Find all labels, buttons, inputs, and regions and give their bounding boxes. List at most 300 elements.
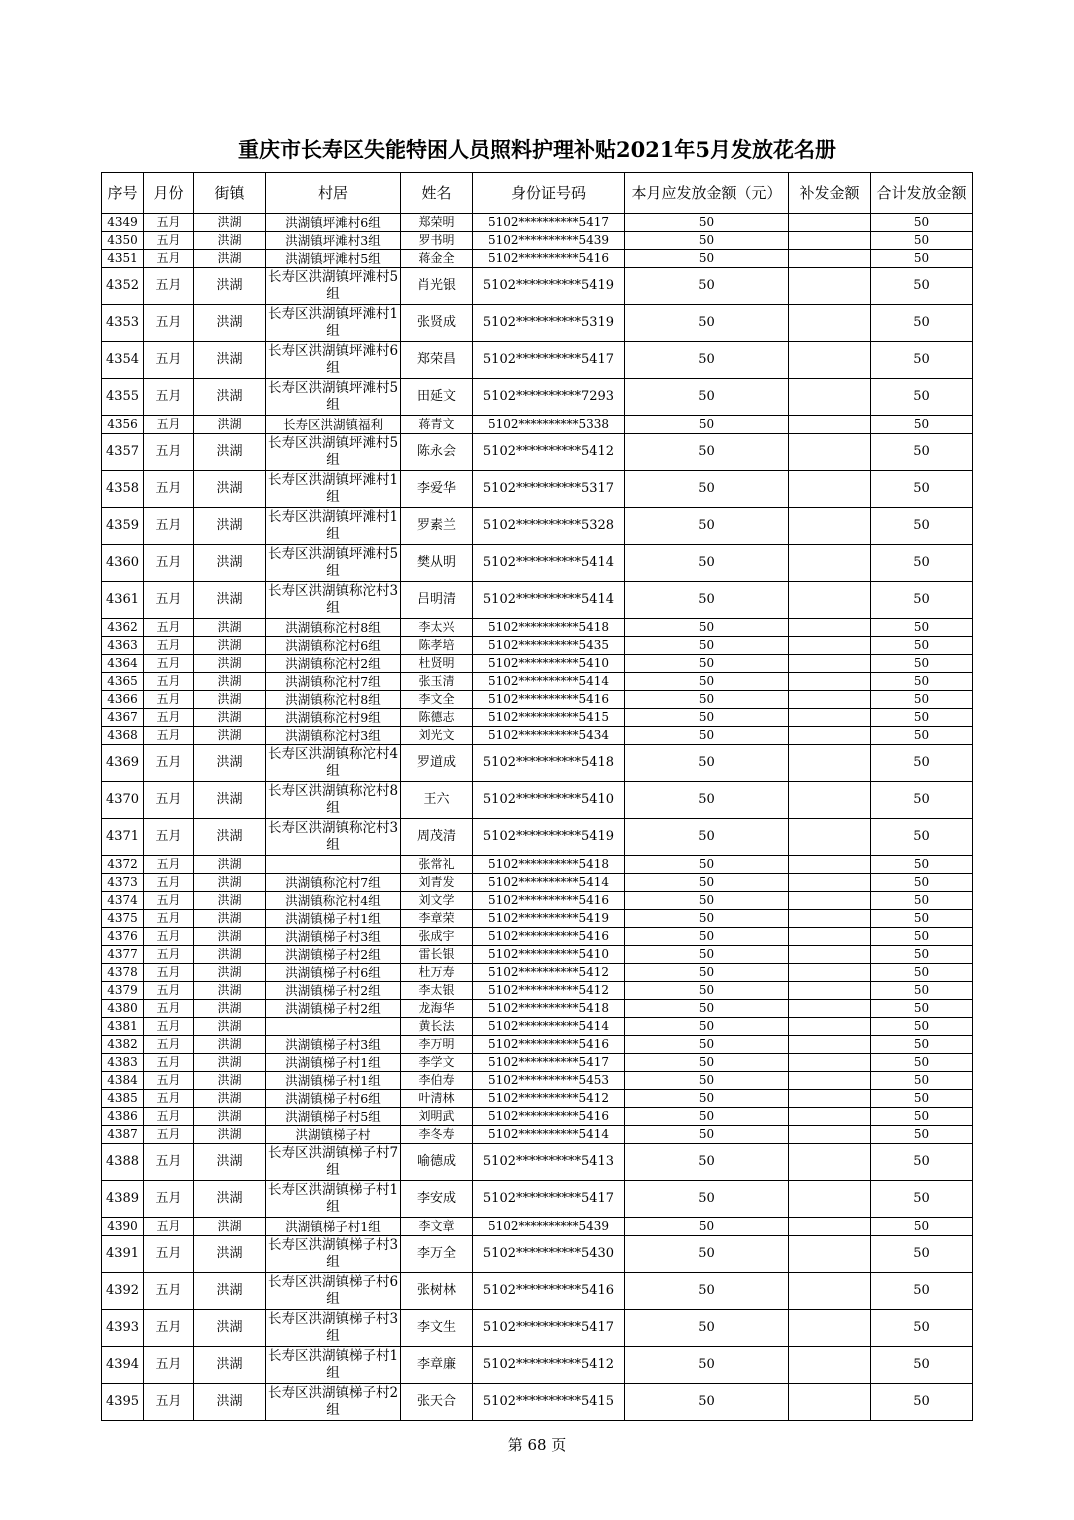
cell-village: 洪湖镇称沱村8组	[266, 619, 401, 637]
table-row	[102, 1090, 973, 1108]
cell-month: 五月	[144, 745, 194, 782]
cell-supplement	[789, 1072, 871, 1090]
cell-total: 50	[871, 874, 973, 892]
cell-id: 5102**********5412	[473, 982, 625, 1000]
cell-no: 4388	[102, 1144, 144, 1181]
cell-no: 4378	[102, 964, 144, 982]
table-row	[102, 982, 973, 1000]
cell-no: 4358	[102, 471, 144, 508]
cell-total: 50	[871, 250, 973, 268]
cell-name: 喻德成	[401, 1144, 473, 1181]
header-village: 村居	[266, 173, 401, 214]
cell-name: 吕明清	[401, 582, 473, 619]
cell-month: 五月	[144, 709, 194, 727]
cell-supplement	[789, 982, 871, 1000]
cell-amount: 50	[625, 1054, 789, 1072]
cell-village: 洪湖镇梯子村2组	[266, 982, 401, 1000]
cell-total: 50	[871, 946, 973, 964]
cell-village: 长寿区洪湖镇称沱村3组	[266, 819, 401, 856]
table-row	[102, 946, 973, 964]
table-row	[102, 856, 973, 874]
cell-amount: 50	[625, 946, 789, 964]
cell-name: 李章荣	[401, 910, 473, 928]
cell-town: 洪湖	[194, 856, 266, 874]
cell-amount: 50	[625, 545, 789, 582]
cell-town: 洪湖	[194, 691, 266, 709]
cell-amount: 50	[625, 1108, 789, 1126]
cell-amount: 50	[625, 434, 789, 471]
cell-name: 蒋青文	[401, 416, 473, 434]
cell-no: 4374	[102, 892, 144, 910]
cell-no: 4384	[102, 1072, 144, 1090]
cell-no: 4393	[102, 1310, 144, 1347]
cell-id: 5102**********5414	[473, 1018, 625, 1036]
cell-total: 50	[871, 582, 973, 619]
cell-village: 长寿区洪湖镇梯子村1组	[266, 1347, 401, 1384]
cell-month: 五月	[144, 1347, 194, 1384]
cell-month: 五月	[144, 655, 194, 673]
cell-supplement	[789, 379, 871, 416]
cell-supplement	[789, 946, 871, 964]
header-row	[102, 173, 973, 214]
table-row	[102, 434, 973, 471]
cell-month: 五月	[144, 1018, 194, 1036]
cell-amount: 50	[625, 416, 789, 434]
cell-town: 洪湖	[194, 982, 266, 1000]
cell-month: 五月	[144, 1126, 194, 1144]
table-row	[102, 1181, 973, 1218]
cell-month: 五月	[144, 910, 194, 928]
cell-supplement	[789, 342, 871, 379]
cell-month: 五月	[144, 819, 194, 856]
cell-amount: 50	[625, 910, 789, 928]
cell-village: 长寿区洪湖镇坪滩村6组	[266, 342, 401, 379]
cell-total: 50	[871, 1036, 973, 1054]
cell-id: 5102**********5415	[473, 709, 625, 727]
cell-town: 洪湖	[194, 1054, 266, 1072]
table-row	[102, 964, 973, 982]
cell-no: 4362	[102, 619, 144, 637]
cell-total: 50	[871, 1108, 973, 1126]
cell-supplement	[789, 964, 871, 982]
cell-village: 长寿区洪湖镇称沱村3组	[266, 582, 401, 619]
cell-village: 洪湖镇梯子村1组	[266, 1072, 401, 1090]
cell-town: 洪湖	[194, 946, 266, 964]
cell-amount: 50	[625, 1347, 789, 1384]
cell-month: 五月	[144, 342, 194, 379]
table-row	[102, 745, 973, 782]
table-row	[102, 582, 973, 619]
table-row	[102, 727, 973, 745]
cell-town: 洪湖	[194, 1018, 266, 1036]
cell-village: 长寿区洪湖镇梯子村3组	[266, 1236, 401, 1273]
cell-total: 50	[871, 1236, 973, 1273]
cell-month: 五月	[144, 928, 194, 946]
header-town: 街镇	[194, 173, 266, 214]
cell-village: 长寿区洪湖镇坪滩村5组	[266, 434, 401, 471]
cell-id: 5102**********5414	[473, 673, 625, 691]
cell-town: 洪湖	[194, 545, 266, 582]
table-row	[102, 892, 973, 910]
header-total: 合计发放金额	[871, 173, 973, 214]
cell-name: 陈德志	[401, 709, 473, 727]
cell-id: 5102**********5453	[473, 1072, 625, 1090]
table-row	[102, 232, 973, 250]
table-row	[102, 214, 973, 232]
cell-amount: 50	[625, 709, 789, 727]
cell-no: 4395	[102, 1384, 144, 1421]
cell-total: 50	[871, 1054, 973, 1072]
cell-village: 长寿区洪湖镇坪滩村5组	[266, 268, 401, 305]
cell-month: 五月	[144, 946, 194, 964]
cell-name: 刘文学	[401, 892, 473, 910]
cell-town: 洪湖	[194, 910, 266, 928]
cell-village: 洪湖镇梯子村2组	[266, 1000, 401, 1018]
table-row	[102, 1018, 973, 1036]
cell-total: 50	[871, 928, 973, 946]
cell-town: 洪湖	[194, 232, 266, 250]
cell-total: 50	[871, 268, 973, 305]
cell-name: 张树林	[401, 1273, 473, 1310]
cell-total: 50	[871, 232, 973, 250]
cell-amount: 50	[625, 232, 789, 250]
cell-amount: 50	[625, 874, 789, 892]
cell-village: 长寿区洪湖镇坪滩村1组	[266, 471, 401, 508]
page-number: 第 68 页	[507, 1436, 567, 1454]
cell-id: 5102**********5416	[473, 250, 625, 268]
cell-total: 50	[871, 892, 973, 910]
cell-total: 50	[871, 1126, 973, 1144]
cell-supplement	[789, 508, 871, 545]
table-row	[102, 1000, 973, 1018]
cell-name: 李文生	[401, 1310, 473, 1347]
cell-id: 5102**********5419	[473, 910, 625, 928]
cell-supplement	[789, 619, 871, 637]
cell-village: 洪湖镇称沱村7组	[266, 673, 401, 691]
cell-no: 4353	[102, 305, 144, 342]
cell-id: 5102**********5415	[473, 1384, 625, 1421]
cell-supplement	[789, 1310, 871, 1347]
cell-month: 五月	[144, 619, 194, 637]
cell-no: 4350	[102, 232, 144, 250]
cell-month: 五月	[144, 379, 194, 416]
cell-town: 洪湖	[194, 434, 266, 471]
cell-month: 五月	[144, 982, 194, 1000]
cell-id: 5102**********7293	[473, 379, 625, 416]
cell-amount: 50	[625, 1273, 789, 1310]
cell-id: 5102**********5435	[473, 637, 625, 655]
cell-total: 50	[871, 727, 973, 745]
cell-supplement	[789, 1054, 871, 1072]
cell-supplement	[789, 232, 871, 250]
cell-supplement	[789, 1144, 871, 1181]
cell-month: 五月	[144, 691, 194, 709]
cell-no: 4349	[102, 214, 144, 232]
cell-name: 张天合	[401, 1384, 473, 1421]
cell-town: 洪湖	[194, 1072, 266, 1090]
cell-total: 50	[871, 655, 973, 673]
cell-village: 洪湖镇梯子村	[266, 1126, 401, 1144]
cell-name: 李文全	[401, 691, 473, 709]
cell-name: 王六	[401, 782, 473, 819]
cell-month: 五月	[144, 268, 194, 305]
cell-month: 五月	[144, 1000, 194, 1018]
table-row	[102, 1310, 973, 1347]
header-amount: 本月应发放金额（元）	[625, 173, 789, 214]
cell-total: 50	[871, 1072, 973, 1090]
table-row	[102, 1384, 973, 1421]
cell-month: 五月	[144, 305, 194, 342]
cell-town: 洪湖	[194, 1090, 266, 1108]
cell-supplement	[789, 1018, 871, 1036]
cell-total: 50	[871, 1310, 973, 1347]
cell-village: 洪湖镇梯子村3组	[266, 928, 401, 946]
cell-total: 50	[871, 1000, 973, 1018]
cell-month: 五月	[144, 214, 194, 232]
cell-town: 洪湖	[194, 1384, 266, 1421]
cell-amount: 50	[625, 982, 789, 1000]
cell-no: 4356	[102, 416, 144, 434]
cell-id: 5102**********5416	[473, 928, 625, 946]
cell-supplement	[789, 1218, 871, 1236]
cell-total: 50	[871, 745, 973, 782]
table-row	[102, 545, 973, 582]
table-row	[102, 1126, 973, 1144]
table-row	[102, 1236, 973, 1273]
cell-town: 洪湖	[194, 874, 266, 892]
cell-name: 陈孝培	[401, 637, 473, 655]
cell-village: 洪湖镇梯子村5组	[266, 1108, 401, 1126]
cell-id: 5102**********5412	[473, 1347, 625, 1384]
cell-name: 郑荣昌	[401, 342, 473, 379]
cell-id: 5102**********5417	[473, 214, 625, 232]
table-row	[102, 471, 973, 508]
cell-supplement	[789, 471, 871, 508]
cell-town: 洪湖	[194, 214, 266, 232]
cell-total: 50	[871, 1181, 973, 1218]
header-id: 身份证号码	[473, 173, 625, 214]
cell-supplement	[789, 691, 871, 709]
cell-no: 4369	[102, 745, 144, 782]
cell-no: 4357	[102, 434, 144, 471]
cell-total: 50	[871, 619, 973, 637]
cell-supplement	[789, 892, 871, 910]
cell-id: 5102**********5439	[473, 232, 625, 250]
cell-amount: 50	[625, 619, 789, 637]
cell-amount: 50	[625, 1000, 789, 1018]
cell-no: 4390	[102, 1218, 144, 1236]
cell-id: 5102**********5317	[473, 471, 625, 508]
cell-supplement	[789, 1236, 871, 1273]
cell-total: 50	[871, 471, 973, 508]
table-row	[102, 250, 973, 268]
table-row	[102, 1347, 973, 1384]
cell-supplement	[789, 874, 871, 892]
cell-no: 4379	[102, 982, 144, 1000]
cell-total: 50	[871, 1018, 973, 1036]
cell-total: 50	[871, 1273, 973, 1310]
cell-town: 洪湖	[194, 1236, 266, 1273]
cell-id: 5102**********5430	[473, 1236, 625, 1273]
cell-no: 4352	[102, 268, 144, 305]
cell-town: 洪湖	[194, 1181, 266, 1218]
cell-amount: 50	[625, 1090, 789, 1108]
cell-supplement	[789, 673, 871, 691]
cell-amount: 50	[625, 1236, 789, 1273]
cell-village: 洪湖镇称沱村7组	[266, 874, 401, 892]
cell-total: 50	[871, 856, 973, 874]
cell-name: 陈永会	[401, 434, 473, 471]
table-row	[102, 1072, 973, 1090]
cell-month: 五月	[144, 508, 194, 545]
table-row	[102, 782, 973, 819]
cell-supplement	[789, 1347, 871, 1384]
cell-village: 洪湖镇梯子村6组	[266, 1090, 401, 1108]
cell-no: 4391	[102, 1236, 144, 1273]
cell-village: 长寿区洪湖镇坪滩村5组	[266, 379, 401, 416]
cell-month: 五月	[144, 782, 194, 819]
cell-town: 洪湖	[194, 582, 266, 619]
cell-amount: 50	[625, 655, 789, 673]
table-row	[102, 637, 973, 655]
cell-total: 50	[871, 691, 973, 709]
cell-town: 洪湖	[194, 964, 266, 982]
cell-total: 50	[871, 1090, 973, 1108]
cell-name: 叶清林	[401, 1090, 473, 1108]
table-row	[102, 1108, 973, 1126]
cell-name: 罗素兰	[401, 508, 473, 545]
cell-village: 长寿区洪湖镇梯子村1组	[266, 1181, 401, 1218]
cell-no: 4363	[102, 637, 144, 655]
cell-town: 洪湖	[194, 637, 266, 655]
cell-amount: 50	[625, 1036, 789, 1054]
cell-id: 5102**********5414	[473, 545, 625, 582]
cell-amount: 50	[625, 1126, 789, 1144]
cell-name: 张常礼	[401, 856, 473, 874]
cell-village: 洪湖镇称沱村8组	[266, 691, 401, 709]
cell-id: 5102**********5416	[473, 1273, 625, 1310]
cell-amount: 50	[625, 250, 789, 268]
cell-town: 洪湖	[194, 782, 266, 819]
cell-total: 50	[871, 709, 973, 727]
cell-total: 50	[871, 637, 973, 655]
cell-month: 五月	[144, 727, 194, 745]
cell-supplement	[789, 856, 871, 874]
cell-id: 5102**********5414	[473, 874, 625, 892]
cell-name: 周茂清	[401, 819, 473, 856]
cell-village: 洪湖镇梯子村2组	[266, 946, 401, 964]
cell-name: 杜贤明	[401, 655, 473, 673]
cell-supplement	[789, 250, 871, 268]
cell-id: 5102**********5419	[473, 268, 625, 305]
cell-town: 洪湖	[194, 250, 266, 268]
table-row	[102, 819, 973, 856]
cell-village: 洪湖镇称沱村9组	[266, 709, 401, 727]
cell-id: 5102**********5416	[473, 892, 625, 910]
cell-id: 5102**********5417	[473, 1181, 625, 1218]
cell-village: 长寿区洪湖镇坪滩村5组	[266, 545, 401, 582]
cell-name: 李冬寿	[401, 1126, 473, 1144]
header-supplement: 补发金额	[789, 173, 871, 214]
cell-village: 洪湖镇称沱村4组	[266, 892, 401, 910]
cell-no: 4381	[102, 1018, 144, 1036]
cell-no: 4365	[102, 673, 144, 691]
cell-month: 五月	[144, 232, 194, 250]
cell-village: 长寿区洪湖镇称沱村4组	[266, 745, 401, 782]
cell-amount: 50	[625, 1144, 789, 1181]
cell-no: 4389	[102, 1181, 144, 1218]
cell-supplement	[789, 545, 871, 582]
cell-town: 洪湖	[194, 1347, 266, 1384]
cell-village: 洪湖镇坪滩村6组	[266, 214, 401, 232]
cell-name: 李万全	[401, 1236, 473, 1273]
cell-amount: 50	[625, 673, 789, 691]
table-row	[102, 508, 973, 545]
cell-total: 50	[871, 545, 973, 582]
cell-id: 5102**********5338	[473, 416, 625, 434]
cell-amount: 50	[625, 856, 789, 874]
cell-supplement	[789, 928, 871, 946]
cell-month: 五月	[144, 250, 194, 268]
cell-total: 50	[871, 1384, 973, 1421]
cell-town: 洪湖	[194, 819, 266, 856]
cell-no: 4373	[102, 874, 144, 892]
cell-no: 4359	[102, 508, 144, 545]
cell-name: 郑荣明	[401, 214, 473, 232]
cell-village	[266, 1018, 401, 1036]
cell-no: 4376	[102, 928, 144, 946]
table-row	[102, 379, 973, 416]
table-row	[102, 910, 973, 928]
cell-town: 洪湖	[194, 892, 266, 910]
cell-no: 4351	[102, 250, 144, 268]
cell-month: 五月	[144, 1310, 194, 1347]
cell-name: 樊从明	[401, 545, 473, 582]
cell-total: 50	[871, 508, 973, 545]
cell-supplement	[789, 727, 871, 745]
cell-amount: 50	[625, 1181, 789, 1218]
cell-total: 50	[871, 782, 973, 819]
cell-month: 五月	[144, 1273, 194, 1310]
cell-supplement	[789, 1090, 871, 1108]
cell-total: 50	[871, 434, 973, 471]
table-row	[102, 1036, 973, 1054]
table-row	[102, 1218, 973, 1236]
cell-name: 李太银	[401, 982, 473, 1000]
cell-town: 洪湖	[194, 1108, 266, 1126]
cell-month: 五月	[144, 1144, 194, 1181]
cell-month: 五月	[144, 1384, 194, 1421]
cell-no: 4382	[102, 1036, 144, 1054]
cell-name: 刘明武	[401, 1108, 473, 1126]
roster-table	[101, 172, 973, 1421]
cell-name: 张玉清	[401, 673, 473, 691]
cell-name: 张成宇	[401, 928, 473, 946]
cell-town: 洪湖	[194, 928, 266, 946]
cell-supplement	[789, 709, 871, 727]
cell-supplement	[789, 1273, 871, 1310]
cell-id: 5102**********5417	[473, 1310, 625, 1347]
cell-id: 5102**********5412	[473, 1090, 625, 1108]
cell-id: 5102**********5414	[473, 1126, 625, 1144]
cell-id: 5102**********5418	[473, 1000, 625, 1018]
cell-id: 5102**********5413	[473, 1144, 625, 1181]
cell-town: 洪湖	[194, 745, 266, 782]
cell-name: 李太兴	[401, 619, 473, 637]
cell-amount: 50	[625, 1310, 789, 1347]
cell-id: 5102**********5416	[473, 691, 625, 709]
cell-name: 田延文	[401, 379, 473, 416]
